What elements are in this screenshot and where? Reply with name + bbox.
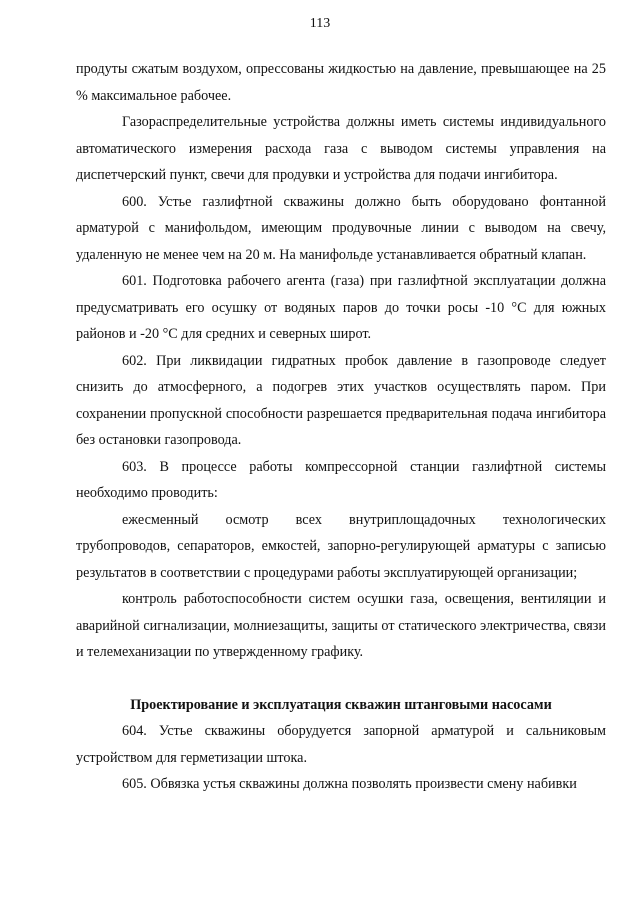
page-number: 113 xyxy=(309,16,331,31)
paragraph-603: 603. В процессе работы компрессорной станции газлифтной системы необходимо проводить: xyxy=(76,458,606,501)
paragraph-600: 600. Устье газлифтной скважины должно быть оборудовано фонтанной арматурой с манифольдом, имеющим продувочные линии с выводом на свечу, удаленную не менее чем на 20 м. На манифольде устанавливается обратный клапан. xyxy=(76,193,606,263)
paragraph-604: 604. Устье скважины оборудуется запорной арматурой и сальниковым устройством для герметизации штока. xyxy=(76,723,606,766)
paragraph-601: 601. Подготовка рабочего агента (газа) при газлифтной эксплуатации должна предусматривать его осушку от водяных паров до точки росы -10 °С для южных районов и -20 °С для средних и северных широт. xyxy=(76,273,606,342)
paragraph-603-item-inspection: ежесменный осмотр всех внутриплощадочных технологических трубопроводов, сепараторов, емкостей, запорно-регулирующей арматуры с записью результатов в соответствии с процедурами работы эксплуатирующей организации; xyxy=(76,511,606,581)
paragraph-605: 605. Обвязка устья скважины должна позволять произвести смену набивки xyxy=(122,776,577,792)
paragraph-continuation: продуты сжатым воздухом, опрессованы жидкостью на давление, превышающее на 25 % максимальное рабочее. xyxy=(76,61,606,104)
paragraph-603-item-control: контроль работоспособности систем осушки газа, освещения, вентиляции и аварийной сигнализации, молниезащиты, защиты от статического электричества, связи и телемеханизации по утвержденному графику. xyxy=(76,591,606,660)
section-heading: Проектирование и эксплуатация скважин штанговыми насосами xyxy=(130,696,552,713)
paragraph-gas-distribution: Газораспределительные устройства должны иметь системы индивидуального автоматического измерения расхода газа с выводом системы управления на диспетчерский пункт, свечи для продувки и устройства для подачи ингибитора. xyxy=(76,114,606,183)
page-content xyxy=(76,56,606,798)
paragraph-602: 602. При ликвидации гидратных пробок давление в газопроводе следует снизить до атмосферного, а подогрев этих участков осуществлять паром. При сохранении пропускной способности разрешается предварительная подача ингибитора без остановки газопровода. xyxy=(76,352,606,448)
section-spacer xyxy=(76,666,606,692)
